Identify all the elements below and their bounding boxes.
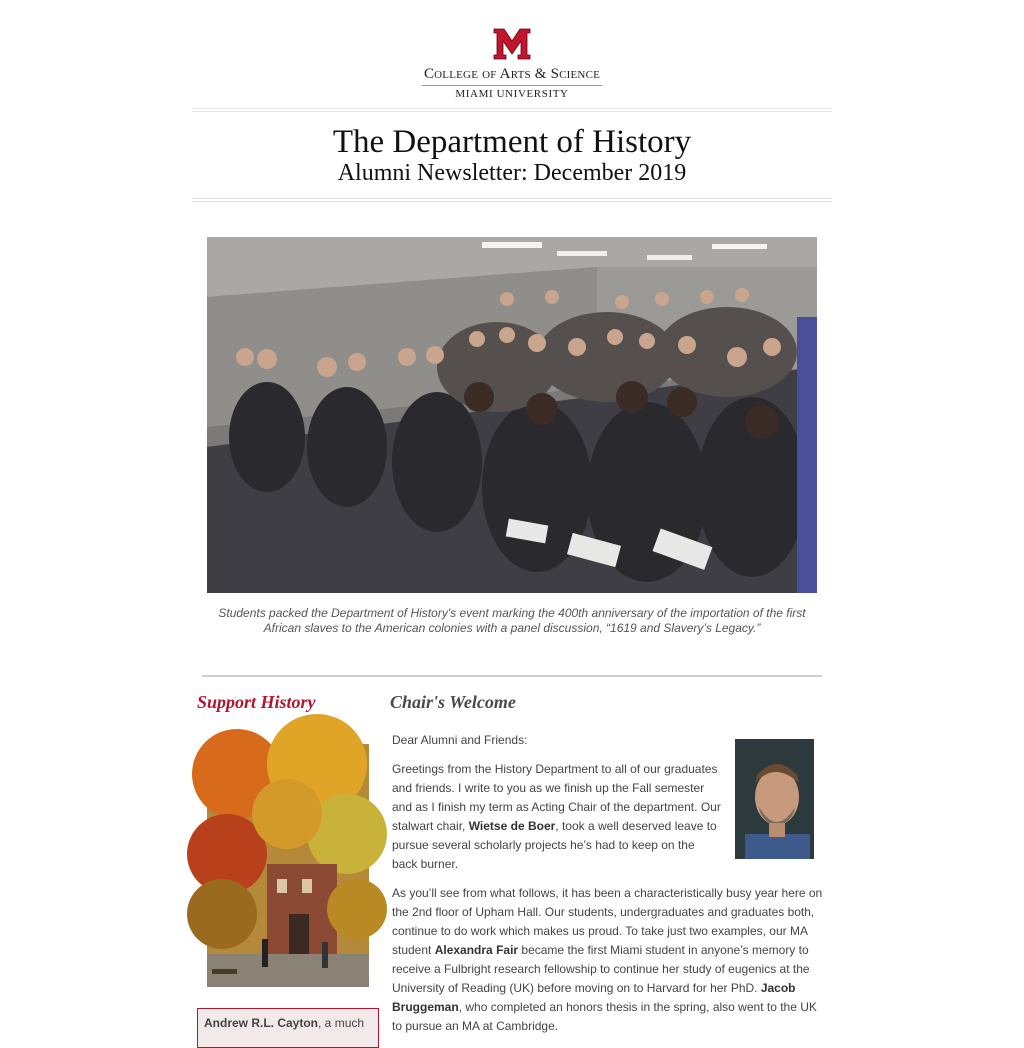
autumn-campus-photo bbox=[207, 744, 369, 987]
section-divider bbox=[202, 675, 822, 677]
header-divider-top bbox=[192, 108, 832, 112]
header-divider-bottom bbox=[192, 198, 832, 202]
logo-university-name: MIAMI UNIVERSITY bbox=[455, 88, 569, 100]
letter-paragraph-2: As you’ll see from what follows, it has been a characteristically busy year here on the 2nd floor of Upham Hall. Our students, undergraduates and graduates both, continue to do work which makes us proud. To take just two examples, our MA student Alexandra Fair became the first Miami student in anyone’s memory to receive a Fulbright research fellowship to continue her study of eugenics at the University of Reading (UK) before moving on to Harvard for her PhD. Jacob Bruggeman, who completed an honors thesis in the spring, also went to the UK to pursue an MA at Cambridge. bbox=[392, 886, 823, 1033]
logo-college-name: College of Arts & Science bbox=[423, 66, 601, 82]
letter-salutation: Dear Alumni and Friends: bbox=[392, 733, 528, 747]
audience-photo-image bbox=[207, 237, 817, 593]
hero-photo-caption: Students packed the Department of History's event marking the 400th anniversary of the importation of the first African slaves to the American colonies with a panel discussion, “1619 and Slavery’s Legacy.” bbox=[218, 606, 806, 635]
chair-portrait-photo bbox=[735, 739, 814, 859]
name-jacob-bruggeman: Jacob Bruggeman bbox=[392, 981, 796, 1014]
newsletter-title: The Department of History bbox=[332, 124, 692, 160]
giving-callout bbox=[197, 1008, 379, 1048]
chairs-welcome-heading: Chair's Welcome bbox=[390, 692, 516, 712]
miami-m-logo-icon bbox=[493, 28, 531, 60]
logo-divider bbox=[422, 85, 602, 86]
letter-paragraph-1: Greetings from the History Department to all of our graduates and friends. I write to you as we finish up the Fall semester and as I finish my term as Acting Chair of the department. Our stalwart chair, Wietse de Boer, took a well deserved leave to pursue several scholarly projects he’s had to keep on the back burner. bbox=[392, 762, 721, 871]
name-alexandra-fair: Alexandra Fair bbox=[434, 943, 519, 957]
chairs-letter bbox=[392, 731, 824, 1046]
name-wietse-de-boer: Wietse de Boer bbox=[468, 819, 556, 833]
portrait-image bbox=[735, 739, 814, 859]
giving-text: , a much bbox=[318, 1016, 365, 1030]
college-logo[interactable] bbox=[0, 28, 1024, 100]
campus-photo-image bbox=[207, 744, 369, 987]
hero-photo-event-audience bbox=[207, 237, 817, 593]
support-history-link[interactable]: Support History bbox=[197, 692, 316, 712]
newsletter-subtitle: Alumni Newsletter: December 2019 bbox=[337, 160, 687, 186]
giving-name: Andrew R.L. Cayton bbox=[204, 1016, 319, 1030]
